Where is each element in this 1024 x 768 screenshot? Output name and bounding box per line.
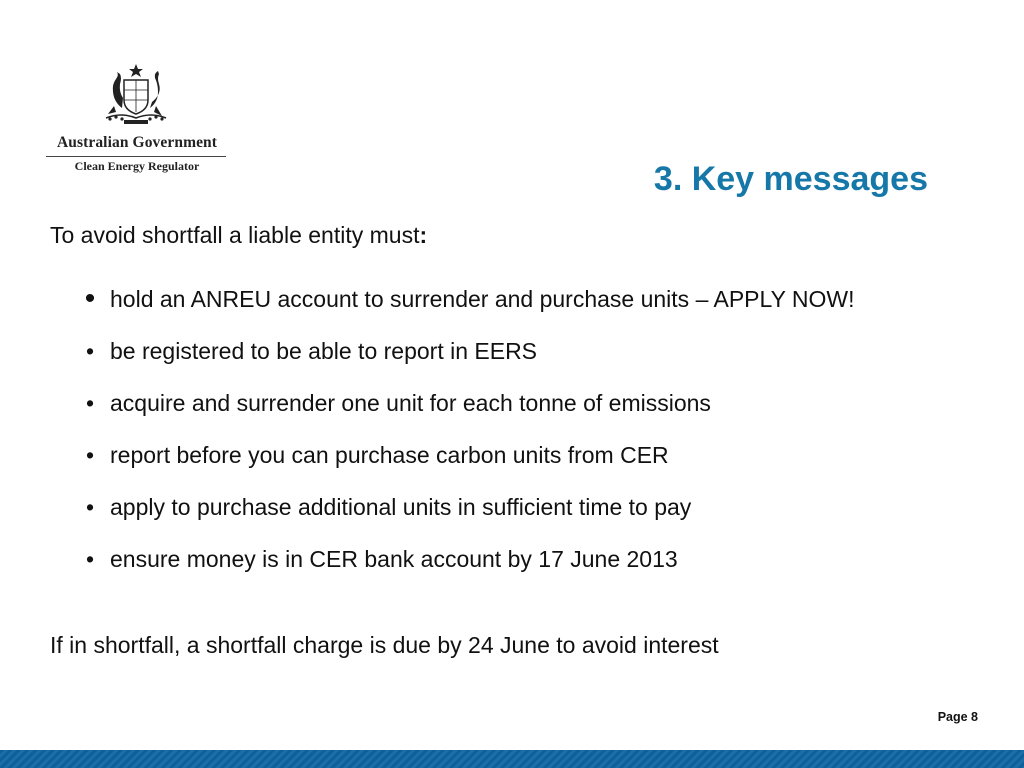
list-item [76, 387, 896, 420]
list-item [76, 491, 896, 524]
government-name: Australian Government [56, 134, 218, 151]
bullet-icon: • [85, 546, 95, 572]
logo-divider [46, 156, 226, 157]
outro-text: If in shortfall, a shortfall charge is due by 24 June to avoid interest [50, 632, 719, 658]
coat-of-arms-icon [86, 62, 186, 132]
list-item-text: report before you can purchase carbon units from CER [110, 442, 669, 468]
page-number: Page 8 [937, 710, 978, 724]
list-item-text: acquire and surrender one unit for each tonne of emissions [110, 390, 711, 416]
list-item-text: be registered to be able to report in EERS [110, 338, 538, 364]
bullet-icon: • [84, 282, 96, 315]
list-item [76, 335, 896, 368]
intro-text [50, 222, 427, 249]
bullet-icon: • [85, 390, 95, 416]
list-item-text: ensure money is in CER bank account by 17 June 2013 [110, 546, 678, 572]
list-item [76, 439, 896, 472]
bullet-icon: • [85, 442, 95, 468]
list-item-text: apply to purchase additional units in sufficient time to pay [110, 494, 692, 520]
key-messages-list [76, 283, 896, 595]
slide-title: 3. Key messages [653, 160, 928, 198]
footer-band [0, 750, 1024, 768]
list-item [76, 543, 896, 576]
bullet-icon: • [85, 494, 95, 520]
intro-text-body: To avoid shortfall a liable entity must [50, 222, 420, 248]
intro-colon: : [419, 222, 428, 248]
list-item [76, 283, 896, 316]
list-item-text: hold an ANREU account to surrender and purchase units – APPLY NOW! [110, 286, 855, 312]
bullet-icon: • [85, 338, 95, 364]
agency-name: Clean Energy Regulator [74, 159, 200, 173]
